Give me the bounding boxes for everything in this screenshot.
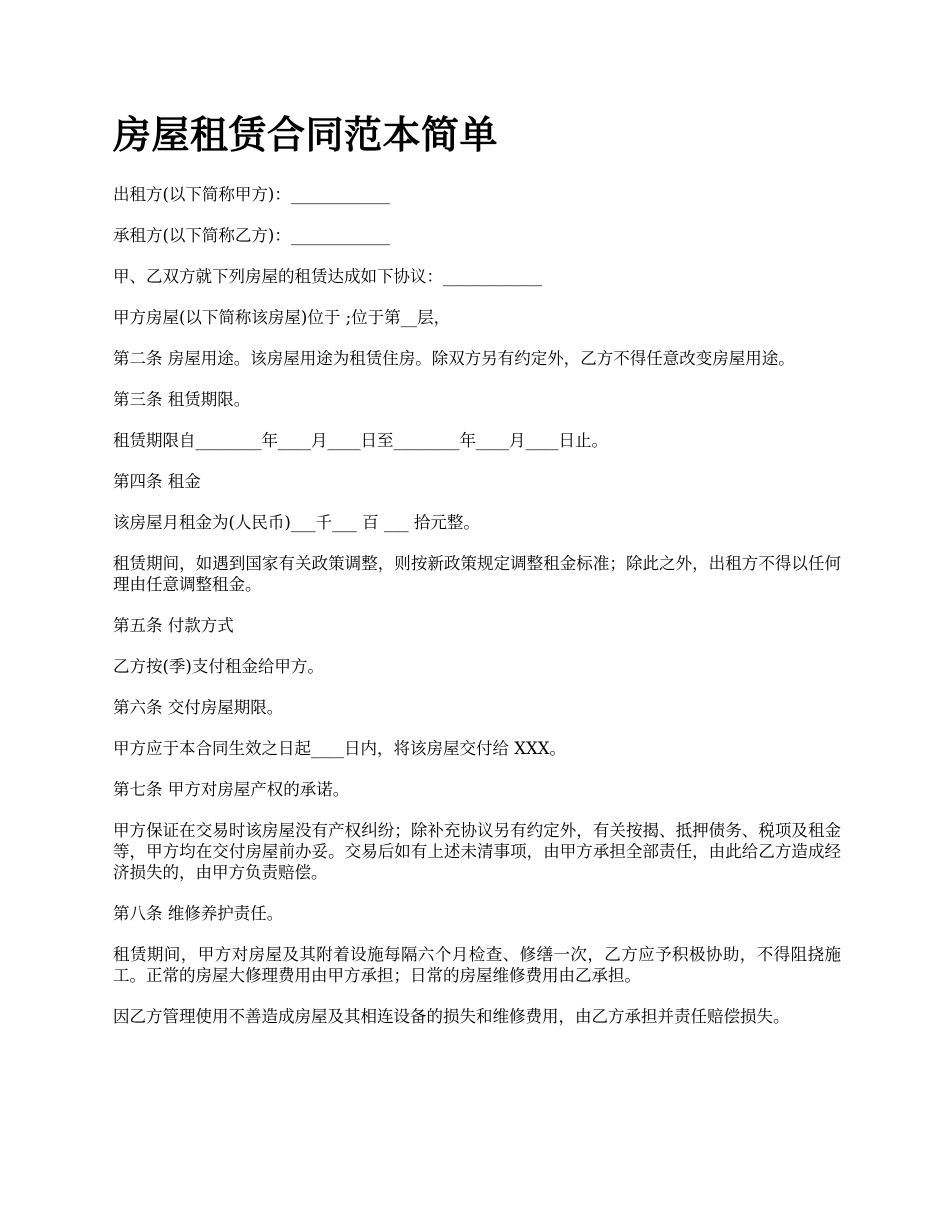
paragraph-article-2: 第二条 房屋用途。该房屋用途为租赁住房。除双方另有约定外，乙方不得任意改变房屋用途。 <box>113 349 795 368</box>
paragraph-delivery-term: 甲方应于本合同生效之日起____日内，将该房屋交付给 XXX。 <box>113 739 566 758</box>
paragraph-article-3-heading: 第三条 租赁期限。 <box>113 390 251 409</box>
paragraph-rent-adjustment: 租赁期间，如遇到国家有关政策调整，则按新政策规定调整租金标准；除此之外，出租方不得以任何理由任意调整租金。 <box>113 554 841 594</box>
paragraph-article-7-heading: 第七条 甲方对房屋产权的承诺。 <box>113 780 350 799</box>
paragraph-lessee: 承租方(以下简称乙方)：____________ <box>113 226 390 245</box>
paragraph-damage-liability: 因乙方管理使用不善造成房屋及其相连设备的损失和维修费用，由乙方承担并责任赔偿损失。 <box>113 1007 790 1026</box>
paragraph-article-4-heading: 第四条 租金 <box>113 472 201 491</box>
paragraph-location: 甲方房屋(以下简称该房屋)位于 ;位于第__层， <box>113 308 451 327</box>
document-title: 房屋租赁合同范本简单 <box>113 113 499 157</box>
document-page <box>113 110 841 1047</box>
paragraph-maintenance: 租赁期间，甲方对房屋及其附着设施每隔六个月检查、修缮一次，乙方应予积极协助，不得阻挠施工。正常的房屋大修理费用由甲方承担；日常的房屋维修费用由乙承担。 <box>113 945 841 985</box>
paragraph-article-8-heading: 第八条 维修养护责任。 <box>113 904 284 923</box>
paragraph-monthly-rent: 该房屋月租金为(人民币)___千___ 百 ___ 拾元整。 <box>113 513 480 532</box>
paragraph-article-5-heading: 第五条 付款方式 <box>113 616 234 635</box>
paragraph-payment-method: 乙方按(季)支付租金给甲方。 <box>113 657 324 676</box>
paragraph-agreement: 甲、乙双方就下列房屋的租赁达成如下协议：____________ <box>113 267 542 286</box>
paragraph-article-6-heading: 第六条 交付房屋期限。 <box>113 698 284 717</box>
paragraph-property-guarantee: 甲方保证在交易时该房屋没有产权纠纷；除补充协议另有约定外，有关按揭、抵押债务、税项及租金等，甲方均在交付房屋前办妥。交易后如有上述未清事项，由甲方承担全部责任，由此给乙方造成经济损失的，由甲方负责赔偿。 <box>113 821 841 882</box>
paragraph-lease-term: 租赁期限自________年____月____日至________年____月____日止。 <box>113 431 608 450</box>
paragraph-lessor: 出租方(以下简称甲方)：____________ <box>113 185 390 204</box>
